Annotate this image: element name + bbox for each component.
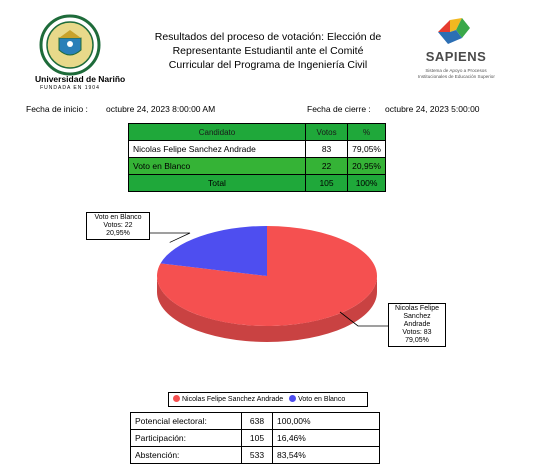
legend-swatch-nicolas <box>173 395 180 402</box>
slice-label-line: Nicolas Felipe <box>395 305 439 312</box>
summary-label: Potencial electoral: <box>131 413 242 430</box>
header-candidate: Candidato <box>129 124 306 141</box>
sapiens-name: SAPIENS <box>425 49 487 64</box>
slice-label-line: Andrade <box>403 321 431 328</box>
university-name: Universidad de Nariño <box>35 74 126 84</box>
summary-percent: 100,00% <box>273 413 380 430</box>
start-date-label: Fecha de inicio : <box>26 104 88 114</box>
summary-value: 533 <box>242 447 273 464</box>
page-title <box>128 30 408 72</box>
title-line-3: Curricular del Programa de Ingeniería Civil <box>168 59 368 71</box>
candidate-name: Nicolas Felipe Sanchez Andrade <box>129 141 306 158</box>
table-row <box>131 413 380 430</box>
sapiens-mark-icon <box>436 16 472 46</box>
candidate-votes: 83 <box>305 141 347 158</box>
legend-label: Voto en Blanco <box>298 396 346 403</box>
title-line-2: Representante Estudiantil ante el Comité <box>172 45 364 57</box>
table-row <box>131 430 380 447</box>
title-line-1: Resultados del proceso de votación: Elección de <box>154 31 382 43</box>
candidate-percent: 20,95% <box>348 158 386 175</box>
candidate-name: Voto en Blanco <box>129 158 306 175</box>
summary-percent: 83,54% <box>273 447 380 464</box>
legend-label: Nicolas Felipe Sanchez Andrade <box>182 396 284 403</box>
results-table <box>128 123 386 192</box>
summary-label: Participación: <box>131 430 242 447</box>
sapiens-subtitle-2: Institucionales de Educación Superior <box>418 74 495 79</box>
sapiens-logo <box>418 16 494 96</box>
slice-label-line: Voto en Blanco <box>94 214 142 221</box>
end-date-value: octubre 24, 2023 5:00:00 <box>385 104 480 114</box>
total-label: Total <box>129 175 306 192</box>
end-date-label: Fecha de cierre : <box>307 104 371 114</box>
results-header-row <box>129 124 386 141</box>
candidate-percent: 79,05% <box>348 141 386 158</box>
sapiens-subtitle-1: Sistema de Apoyo a Procesos <box>425 68 487 73</box>
slice-label-nicolas <box>388 303 446 347</box>
slice-label-blanco <box>86 212 150 240</box>
total-votes: 105 <box>305 175 347 192</box>
header-votes: Votos <box>305 124 347 141</box>
university-founded: FUNDADA EN 1904 <box>40 85 100 91</box>
university-seal-icon <box>35 14 105 76</box>
total-percent: 100% <box>348 175 386 192</box>
summary-value: 638 <box>242 413 273 430</box>
slice-label-line: Votos: 83 <box>402 329 432 336</box>
total-row <box>129 175 386 192</box>
candidate-votes: 22 <box>305 158 347 175</box>
slice-label-line: Sanchez <box>403 313 431 320</box>
start-date-value: octubre 24, 2023 8:00:00 AM <box>106 104 216 114</box>
slice-label-line: 20,95% <box>106 230 130 237</box>
chart-legend <box>168 392 368 407</box>
summary-label: Abstención: <box>131 447 242 464</box>
header-percent: % <box>348 124 386 141</box>
legend-swatch-blanco <box>289 395 296 402</box>
slice-label-line: Votos: 22 <box>103 222 133 229</box>
vote-pie-chart <box>0 200 534 390</box>
university-logo <box>35 14 126 92</box>
leader-line-blanco <box>144 233 190 242</box>
summary-table <box>130 412 380 464</box>
table-row <box>129 158 386 175</box>
slice-label-line: 79,05% <box>405 337 429 344</box>
table-row <box>129 141 386 158</box>
summary-value: 105 <box>242 430 273 447</box>
summary-percent: 16,46% <box>273 430 380 447</box>
table-row <box>131 447 380 464</box>
